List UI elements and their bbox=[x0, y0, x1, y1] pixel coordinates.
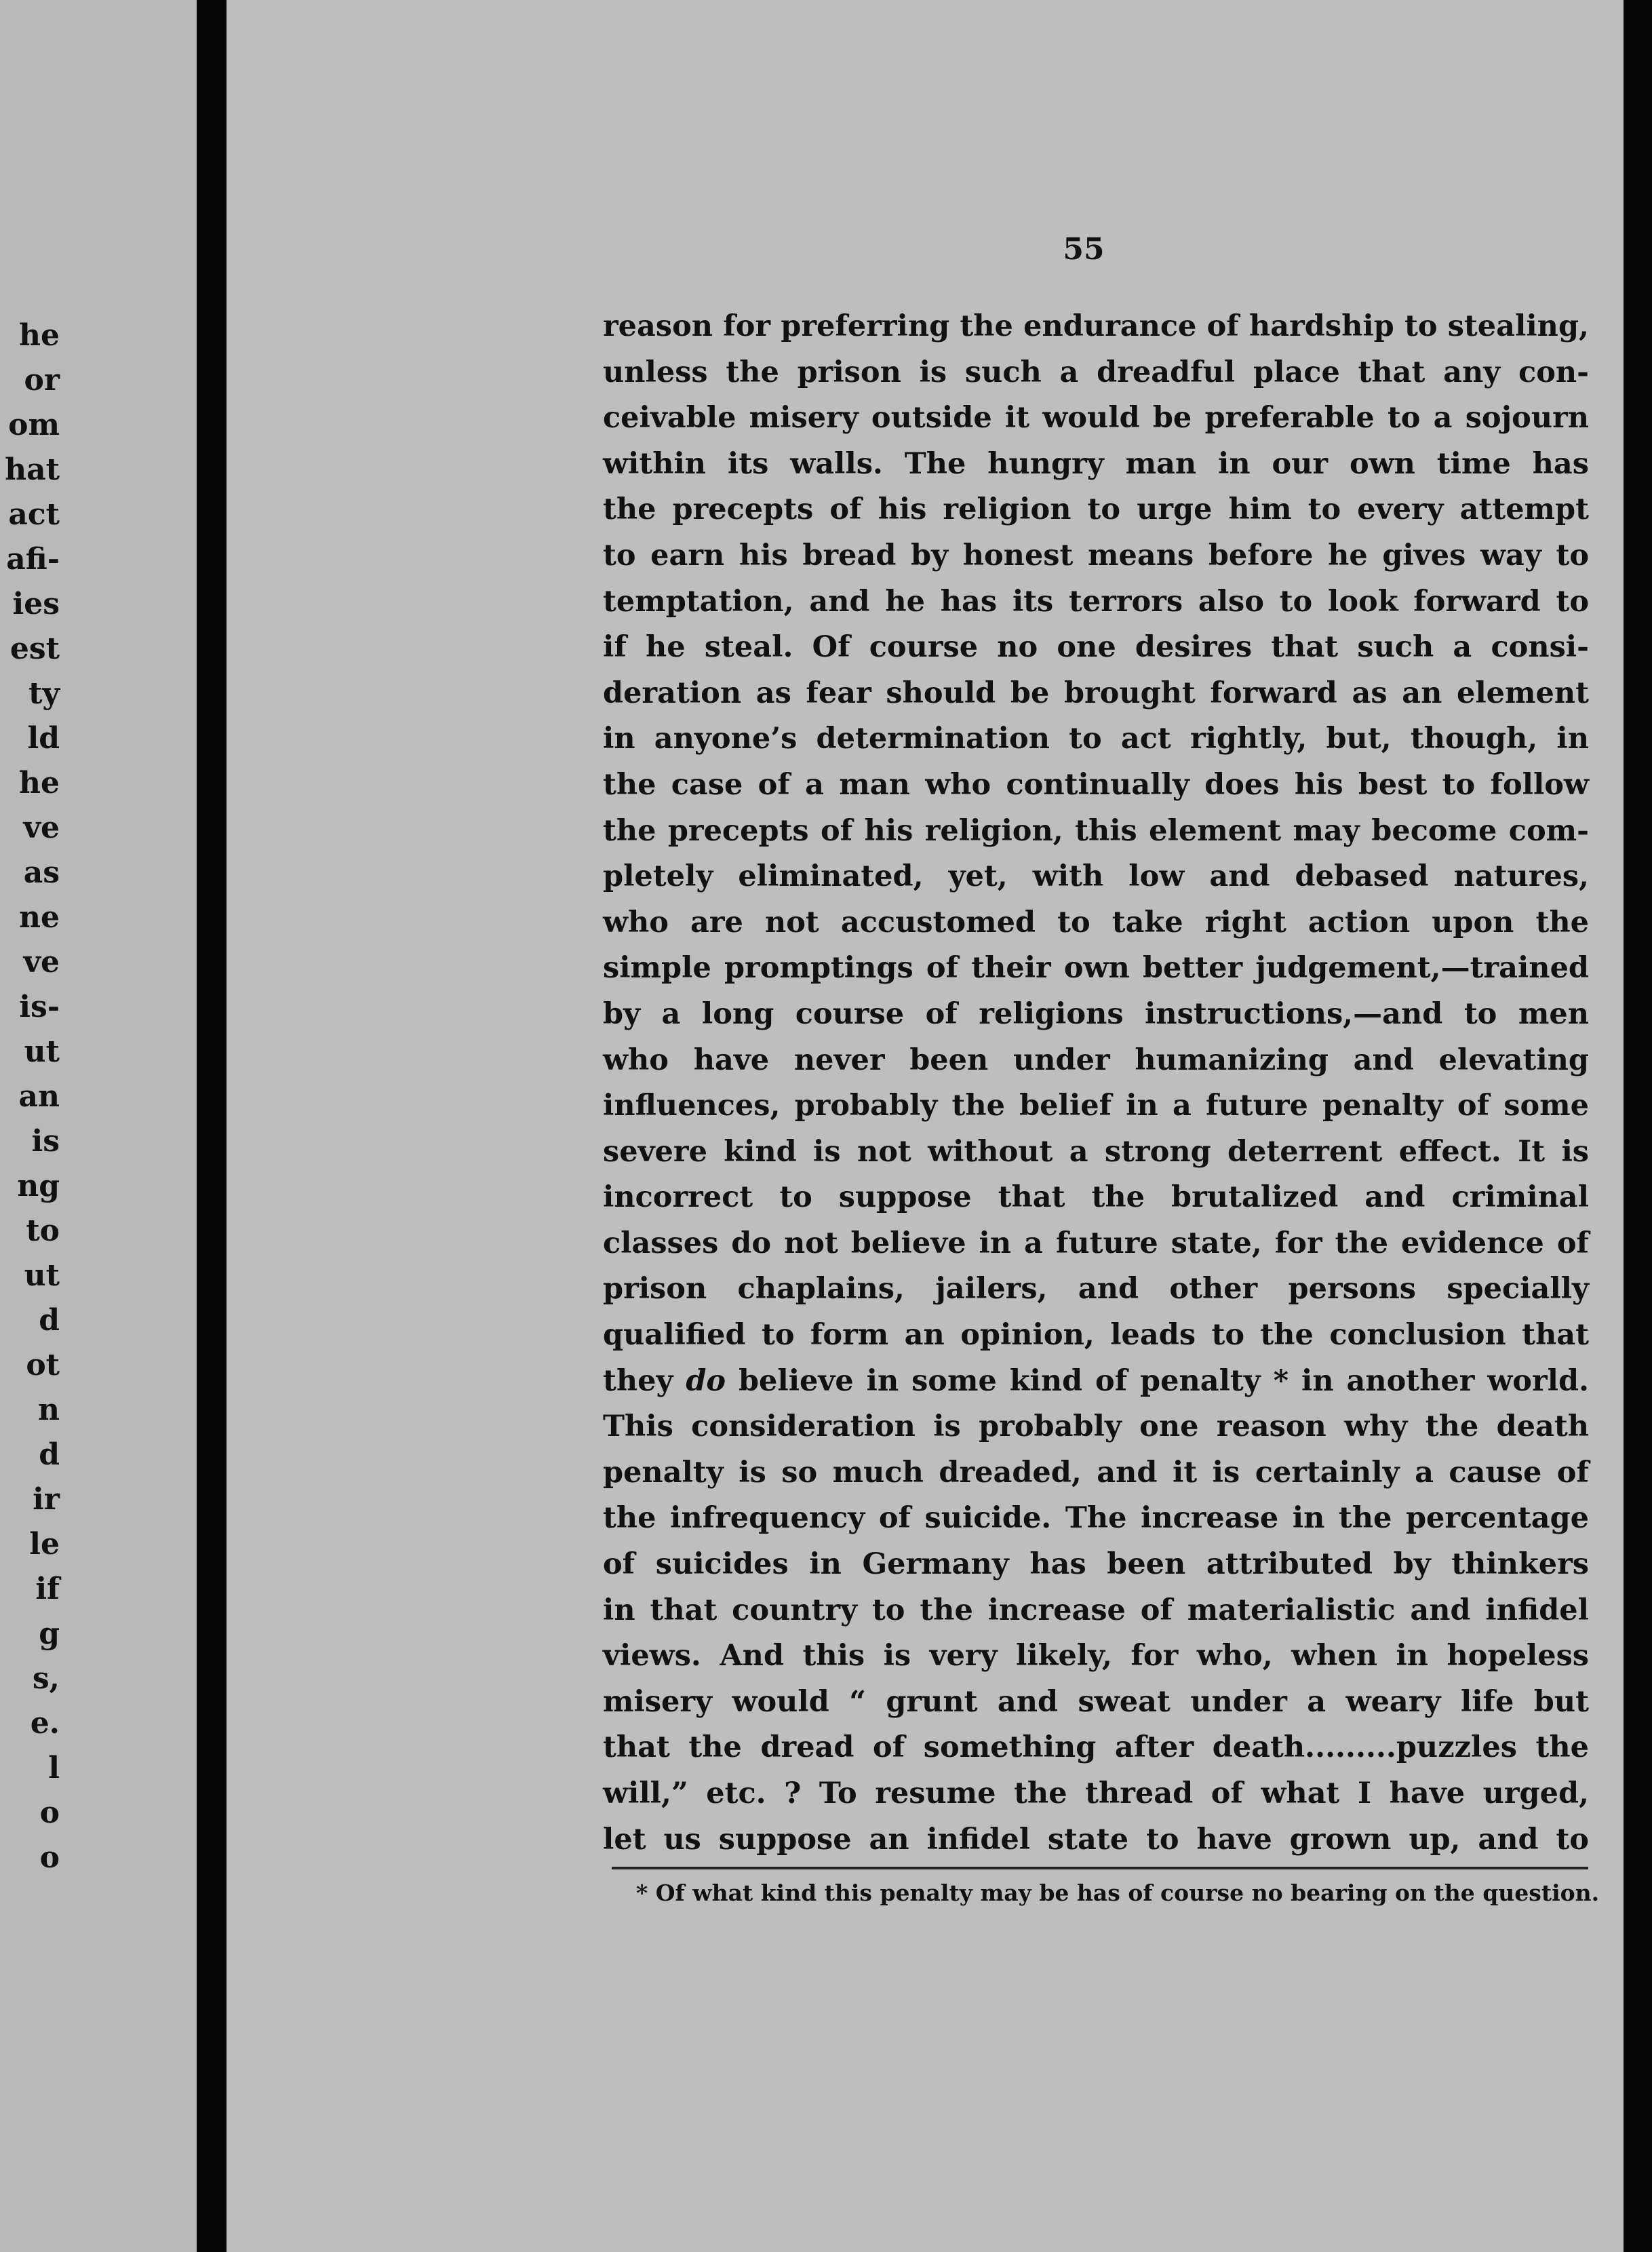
text-line: if he steal. Of course no one desires that such a consi- bbox=[603, 630, 1589, 665]
italic-emphasis: do bbox=[686, 1363, 726, 1398]
left-fragment: ut bbox=[24, 1258, 60, 1293]
left-fragment: afi- bbox=[6, 542, 60, 577]
left-fragment: n bbox=[38, 1393, 60, 1427]
text-line: let us suppose an infidel state to have grown up, and to bbox=[603, 1822, 1589, 1857]
book-gutter bbox=[197, 0, 227, 2252]
body-text bbox=[603, 304, 1589, 1863]
page-number: 55 bbox=[1063, 232, 1105, 267]
left-fragment: o bbox=[39, 1795, 60, 1830]
left-fragment: ir bbox=[33, 1482, 60, 1517]
text-line: severe kind is not without a strong deterrent effect. It is bbox=[603, 1134, 1589, 1169]
left-fragment: ies bbox=[12, 587, 60, 621]
text-line: views. And this is very likely, for who, when in hopeless bbox=[603, 1639, 1589, 1673]
text-line: who are not accustomed to take right action upon the bbox=[603, 905, 1589, 939]
text-line: influences, probably the belief in a future penalty of some bbox=[603, 1089, 1589, 1123]
text-line: in anyone’s determination to act rightly, but, though, in bbox=[603, 722, 1589, 756]
left-fragment: ve bbox=[23, 811, 60, 845]
left-fragment: or bbox=[24, 363, 60, 397]
left-fragment: he bbox=[19, 766, 60, 800]
left-fragment: l bbox=[48, 1751, 60, 1785]
text-line: the precepts of his religion, this element may become com- bbox=[603, 813, 1589, 848]
left-fragment: ut bbox=[24, 1034, 60, 1069]
text-line: the precepts of his religion to urge him to every attempt bbox=[603, 492, 1589, 527]
text-line: to earn his bread by honest means before he gives way to bbox=[603, 538, 1589, 572]
text-line: that the dread of something after death.........puzzles the bbox=[603, 1730, 1589, 1765]
right-page-edge bbox=[1624, 0, 1652, 2252]
text-line: temptation, and he has its terrors also to look forward to bbox=[603, 584, 1589, 619]
left-fragment: he bbox=[19, 318, 60, 353]
left-fragment: hat bbox=[5, 452, 60, 487]
text-line: the infrequency of suicide. The increase in the percentage bbox=[603, 1501, 1589, 1536]
left-fragment: e. bbox=[30, 1706, 60, 1741]
text-line: who have never been under humanizing and elevating bbox=[603, 1043, 1589, 1077]
text-line: deration as fear should be brought forward as an element bbox=[603, 676, 1589, 710]
text-line: misery would “ grunt and sweat under a weary life but bbox=[603, 1684, 1589, 1719]
left-fragment: o bbox=[39, 1840, 60, 1875]
text-line: qualified to form an opinion, leads to the conclusion that bbox=[603, 1318, 1589, 1353]
left-fragment: as bbox=[23, 855, 60, 890]
left-fragment: ve bbox=[23, 945, 60, 979]
footnote-rule bbox=[612, 1867, 1588, 1869]
text-line: unless the prison is such a dreadful place that any con- bbox=[603, 355, 1589, 389]
current-page bbox=[227, 0, 1624, 2252]
text-fragment: believe in some kind of penalty * in another world. bbox=[726, 1363, 1589, 1398]
text-line: incorrect to suppose that the brutalized and criminal bbox=[603, 1180, 1589, 1215]
left-fragment: ng bbox=[17, 1169, 60, 1203]
text-fragment: they bbox=[603, 1363, 686, 1398]
text-line: pletely eliminated, yet, with low and debased natures, bbox=[603, 859, 1589, 894]
text-line bbox=[603, 1359, 1589, 1405]
left-fragment: ty bbox=[28, 676, 60, 711]
left-fragment: to bbox=[26, 1214, 60, 1248]
left-fragment: d bbox=[39, 1303, 60, 1338]
left-fragment: om bbox=[8, 408, 60, 442]
left-fragment: an bbox=[18, 1079, 60, 1114]
text-line: This consideration is probably one reason why the death bbox=[603, 1410, 1589, 1444]
text-line: of suicides in Germany has been attributed by thinkers bbox=[603, 1547, 1589, 1582]
previous-page-edge bbox=[0, 0, 197, 2252]
left-fragment: est bbox=[9, 632, 60, 666]
left-fragment: act bbox=[8, 497, 60, 532]
left-fragment: d bbox=[39, 1437, 60, 1472]
left-fragment: le bbox=[29, 1527, 60, 1561]
text-line: will,” etc. ? To resume the thread of what I have urged, bbox=[603, 1777, 1589, 1810]
text-line: reason for preferring the endurance of hardship to stealing, bbox=[603, 309, 1589, 343]
left-fragment: s, bbox=[32, 1661, 60, 1696]
left-fragment: ot bbox=[26, 1348, 60, 1382]
left-fragment: g bbox=[39, 1616, 60, 1651]
text-line: within its walls. The hungry man in our own time has bbox=[603, 446, 1589, 481]
text-line: the case of a man who continually does his best to follow bbox=[603, 767, 1589, 802]
text-line: ceivable misery outside it would be preferable to a sojourn bbox=[603, 401, 1589, 435]
text-line: penalty is so much dreaded, and it is certainly a cause of bbox=[603, 1455, 1589, 1490]
text-line: prison chaplains, jailers, and other persons specially bbox=[603, 1272, 1589, 1306]
left-fragment: ne bbox=[19, 900, 60, 935]
previous-page-text-fragments bbox=[0, 313, 68, 1880]
left-fragment: ld bbox=[27, 721, 60, 756]
left-fragment: is- bbox=[19, 990, 60, 1024]
text-line: simple promptings of their own better judgement,—trained bbox=[603, 951, 1589, 986]
text-line: by a long course of religions instructions,—and to men bbox=[603, 996, 1589, 1031]
text-line: classes do not believe in a future state, for the evidence of bbox=[603, 1226, 1589, 1260]
left-fragment: is bbox=[31, 1124, 60, 1159]
footnote: * Of what kind this penalty may be has of course no bearing on the question. bbox=[636, 1880, 1600, 1906]
left-fragment: if bbox=[35, 1572, 60, 1606]
text-line: in that country to the increase of materialistic and infidel bbox=[603, 1593, 1589, 1627]
